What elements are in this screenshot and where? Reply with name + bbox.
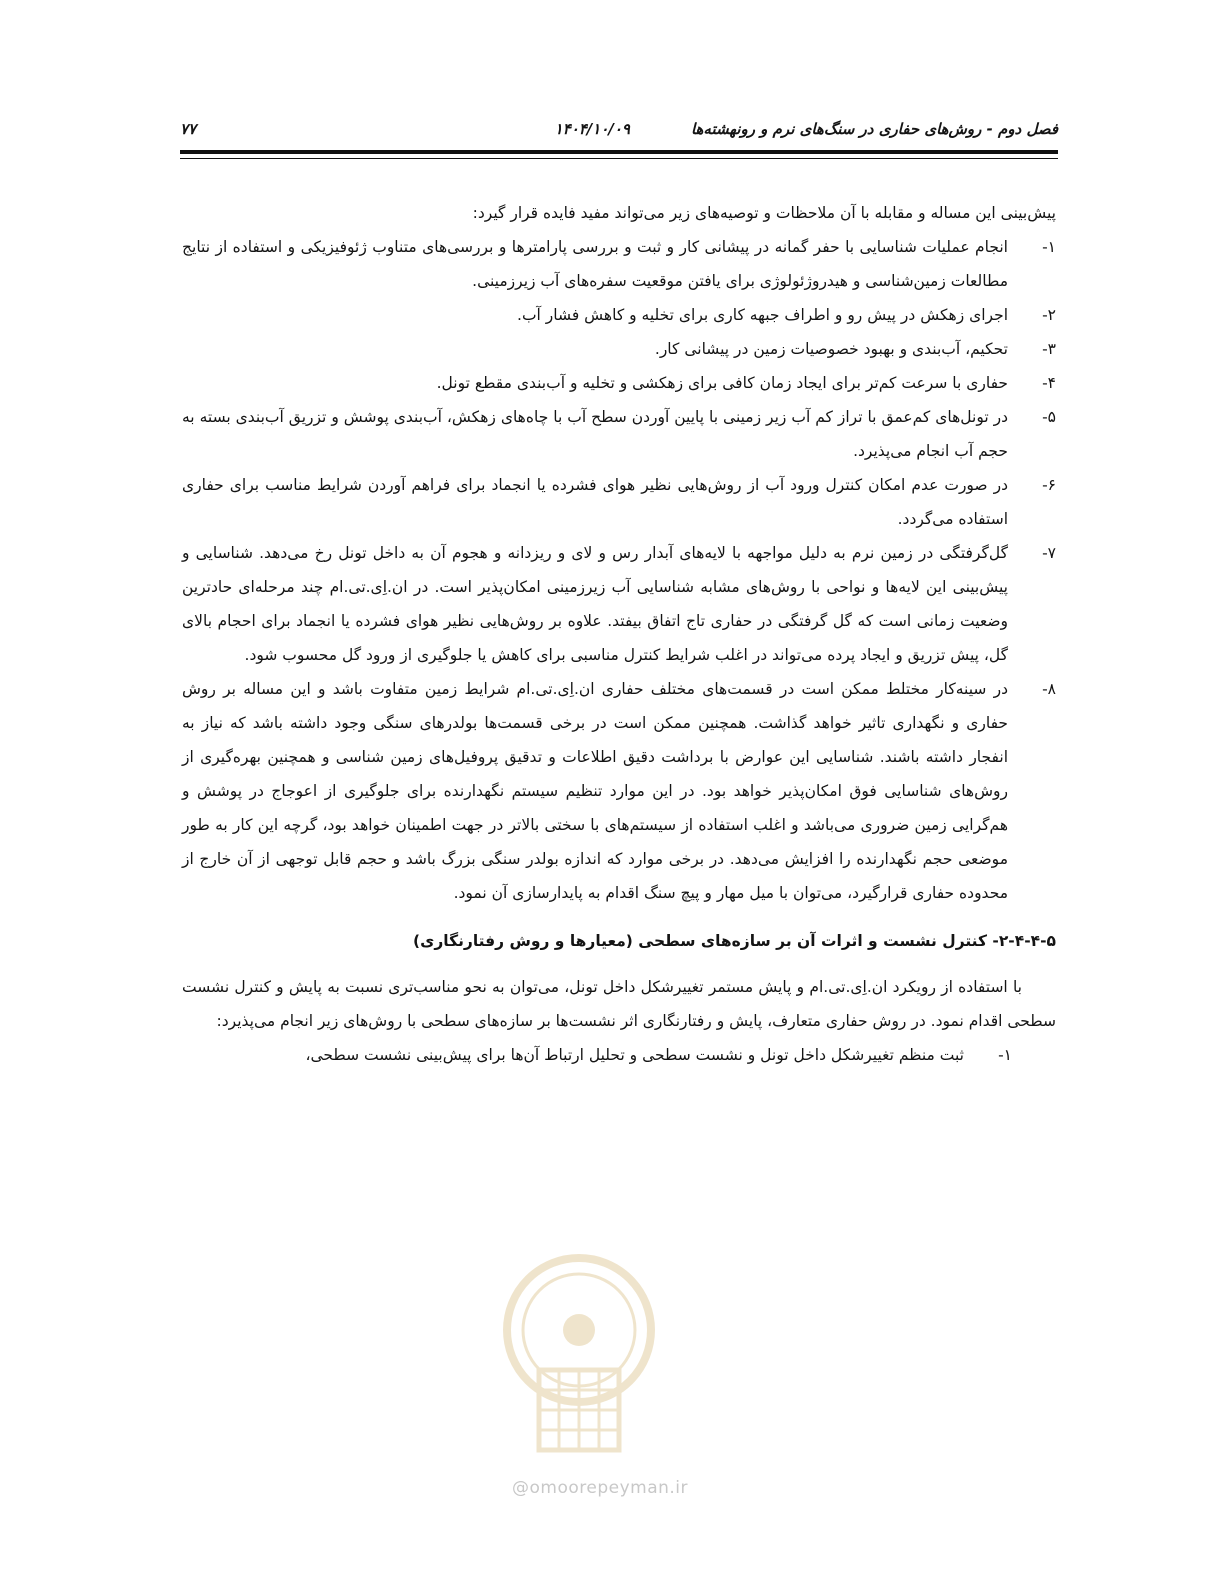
section-paragraph: با استفاده از رویکرد ان.اِی.تی.ام و پایش مستمر تغییرشکل داخل تونل، می‌توان به نحو مناسب‌تری نسبت به پایش و کنترل نشست سطحی اقدام نمود. در روش حفاری متعارف، پایش و رفتارنگاری اثر نشست‌ها بر سازه‌های سطحی با روش‌های زیر انجام می‌پذیرد: [182,978,1056,1030]
list-item-text: گل‌گرفتگی در زمین نرم به دلیل مواجهه با لایه‌های آبدار رس و لای و ریزدانه و هجوم آن به داخل تونل رخ می‌دهد. شناسایی و پیش‌بینی این لایه‌ها و نواحی با روش‌های مشابه شناسایی آب زیرزمینی امکان‌پذیر است. در ان.اِی.تی.ام چند مرحله‌ای حادترین وضعیت زمانی است که گل گرفتگی در حفاری تاج اتفاق بیفتد. علاوه بر روش‌هایی نظیر هوای فشرده یا انجماد برای احجام بالای گل، پیش تزریق و ایجاد پرده می‌تواند در اغلب شرایط کنترل مناسبی برای کاهش یا جلوگیری از ورود گل محسوب شود. [182,544,1008,664]
monitoring-list [182,1038,1056,1072]
list-item [182,400,1056,468]
header-date: ۱۴۰۴/۱۰/۰۹ [554,120,630,138]
list-item [182,230,1056,298]
list-item-number: ۵- [1042,408,1056,426]
section-heading: ۲-۴-۴-۵- کنترل نشست و اثرات آن بر سازه‌های سطحی (معیارها و روش رفتارنگاری) [413,932,1056,950]
list-item-text: در صورت عدم امکان کنترل ورود آب از روش‌هایی نظیر هوای فشرده یا انجماد برای فراهم آوردن شرایط مناسب برای حفاری استفاده می‌گردد. [182,476,1008,528]
chapter-title: فصل دوم - روش‌های حفاری در سنگ‌های نرم و رونهشته‌ها [690,120,1058,138]
intro-paragraph: پیش‌بینی این مساله و مقابله با آن ملاحظات و توصیه‌های زیر می‌تواند مفید فایده قرار گیرد: [472,204,1056,222]
list-item-number: ۳- [1042,340,1056,358]
page-number: ۷۷ [180,120,197,138]
list-item-number: ۱- [998,1046,1012,1064]
header-rule-thick [180,150,1058,154]
list-item [182,536,1056,672]
list-item-text: اجرای زهکش در پیش رو و اطراف جبهه کاری برای تخلیه و کاهش فشار آب. [517,306,1008,324]
list-item-number: ۸- [1042,680,1056,698]
list-item-text: انجام عملیات شناسایی با حفر گمانه در پیشانی کار و ثبت و بررسی پارامترها و بررسی‌های متناوب ژئوفیزیکی و استفاده از نتایج مطالعات زمین‌شناسی و هیدروژئولوژی برای یافتن موقعیت سفره‌های آب زیرزمینی. [182,238,1008,290]
page-header [180,118,1058,144]
list-item [182,298,1056,332]
list-item-number: ۷- [1042,544,1056,562]
list-item [182,468,1056,536]
list-item-number: ۴- [1042,374,1056,392]
list-item [182,1038,1056,1072]
list-item-text: ثبت منظم تغییرشکل داخل تونل و نشست سطحی و تحلیل ارتباط آن‌ها برای پیش‌بینی نشست سطحی، [305,1046,964,1064]
header-rule-thin [180,158,1058,159]
publisher-seal-icon [499,1250,659,1470]
list-item-number: ۶- [1042,476,1056,494]
page-body [182,196,1056,1072]
recommendations-list [182,230,1056,910]
list-item-text: تحکیم، آب‌بندی و بهبود خصوصیات زمین در پیشانی کار. [654,340,1008,358]
list-item [182,672,1056,910]
list-item [182,332,1056,366]
watermark-text: @omoorepeyman.ir [512,1478,689,1498]
list-item-number: ۲- [1042,306,1056,324]
list-item-text: در تونل‌های کم‌عمق با تراز کم آب زیر زمینی با پایین آوردن سطح آب با چاه‌های زهکش، آب‌بندی پوشش و تزریق آب‌بندی بسته به حجم آب انجام می‌پذیرد. [182,408,1008,460]
list-item-text: حفاری با سرعت کم‌تر برای ایجاد زمان کافی برای زهکشی و تخلیه و آب‌بندی مقطع تونل. [436,374,1008,392]
list-item [182,366,1056,400]
list-item-text: در سینه‌کار مختلط ممکن است در قسمت‌های مختلف حفاری ان.اِی.تی.ام شرایط زمین متفاوت باشد و این مساله بر روش حفاری و نگهداری تاثیر خواهد گذاشت. همچنین ممکن است در برخی قسمت‌ها بولدرهای سنگی وجود داشته باشد که نیاز به انفجار داشته باشند. شناسایی این عوارض با برداشت دقیق اطلاعات و تدقیق پروفیل‌های زمین شناسی و همچنین بهره‌گیری از روش‌های شناسایی فوق امکان‌پذیر خواهد بود. در این موارد تنظیم سیستم نگهدارنده برای جلوگیری از اعوجاج در پوشش و هم‌گرایی زمین ضروری می‌باشد و اغلب استفاده از سیستم‌های با سختی بالاتر در جهت اطمینان خواهد بود، گرچه این کار به طور موضعی حجم نگهدارنده را افزایش می‌دهد. در برخی موارد که اندازه بولدر سنگی بزرگ باشد و حجم قابل توجهی از آن خارج از محدوده حفاری قرارگیرد، می‌توان با میل مهار و پیچ سنگ اقدام به پایدارسازی آن نمود. [182,680,1008,902]
list-item-number: ۱- [1042,238,1056,256]
